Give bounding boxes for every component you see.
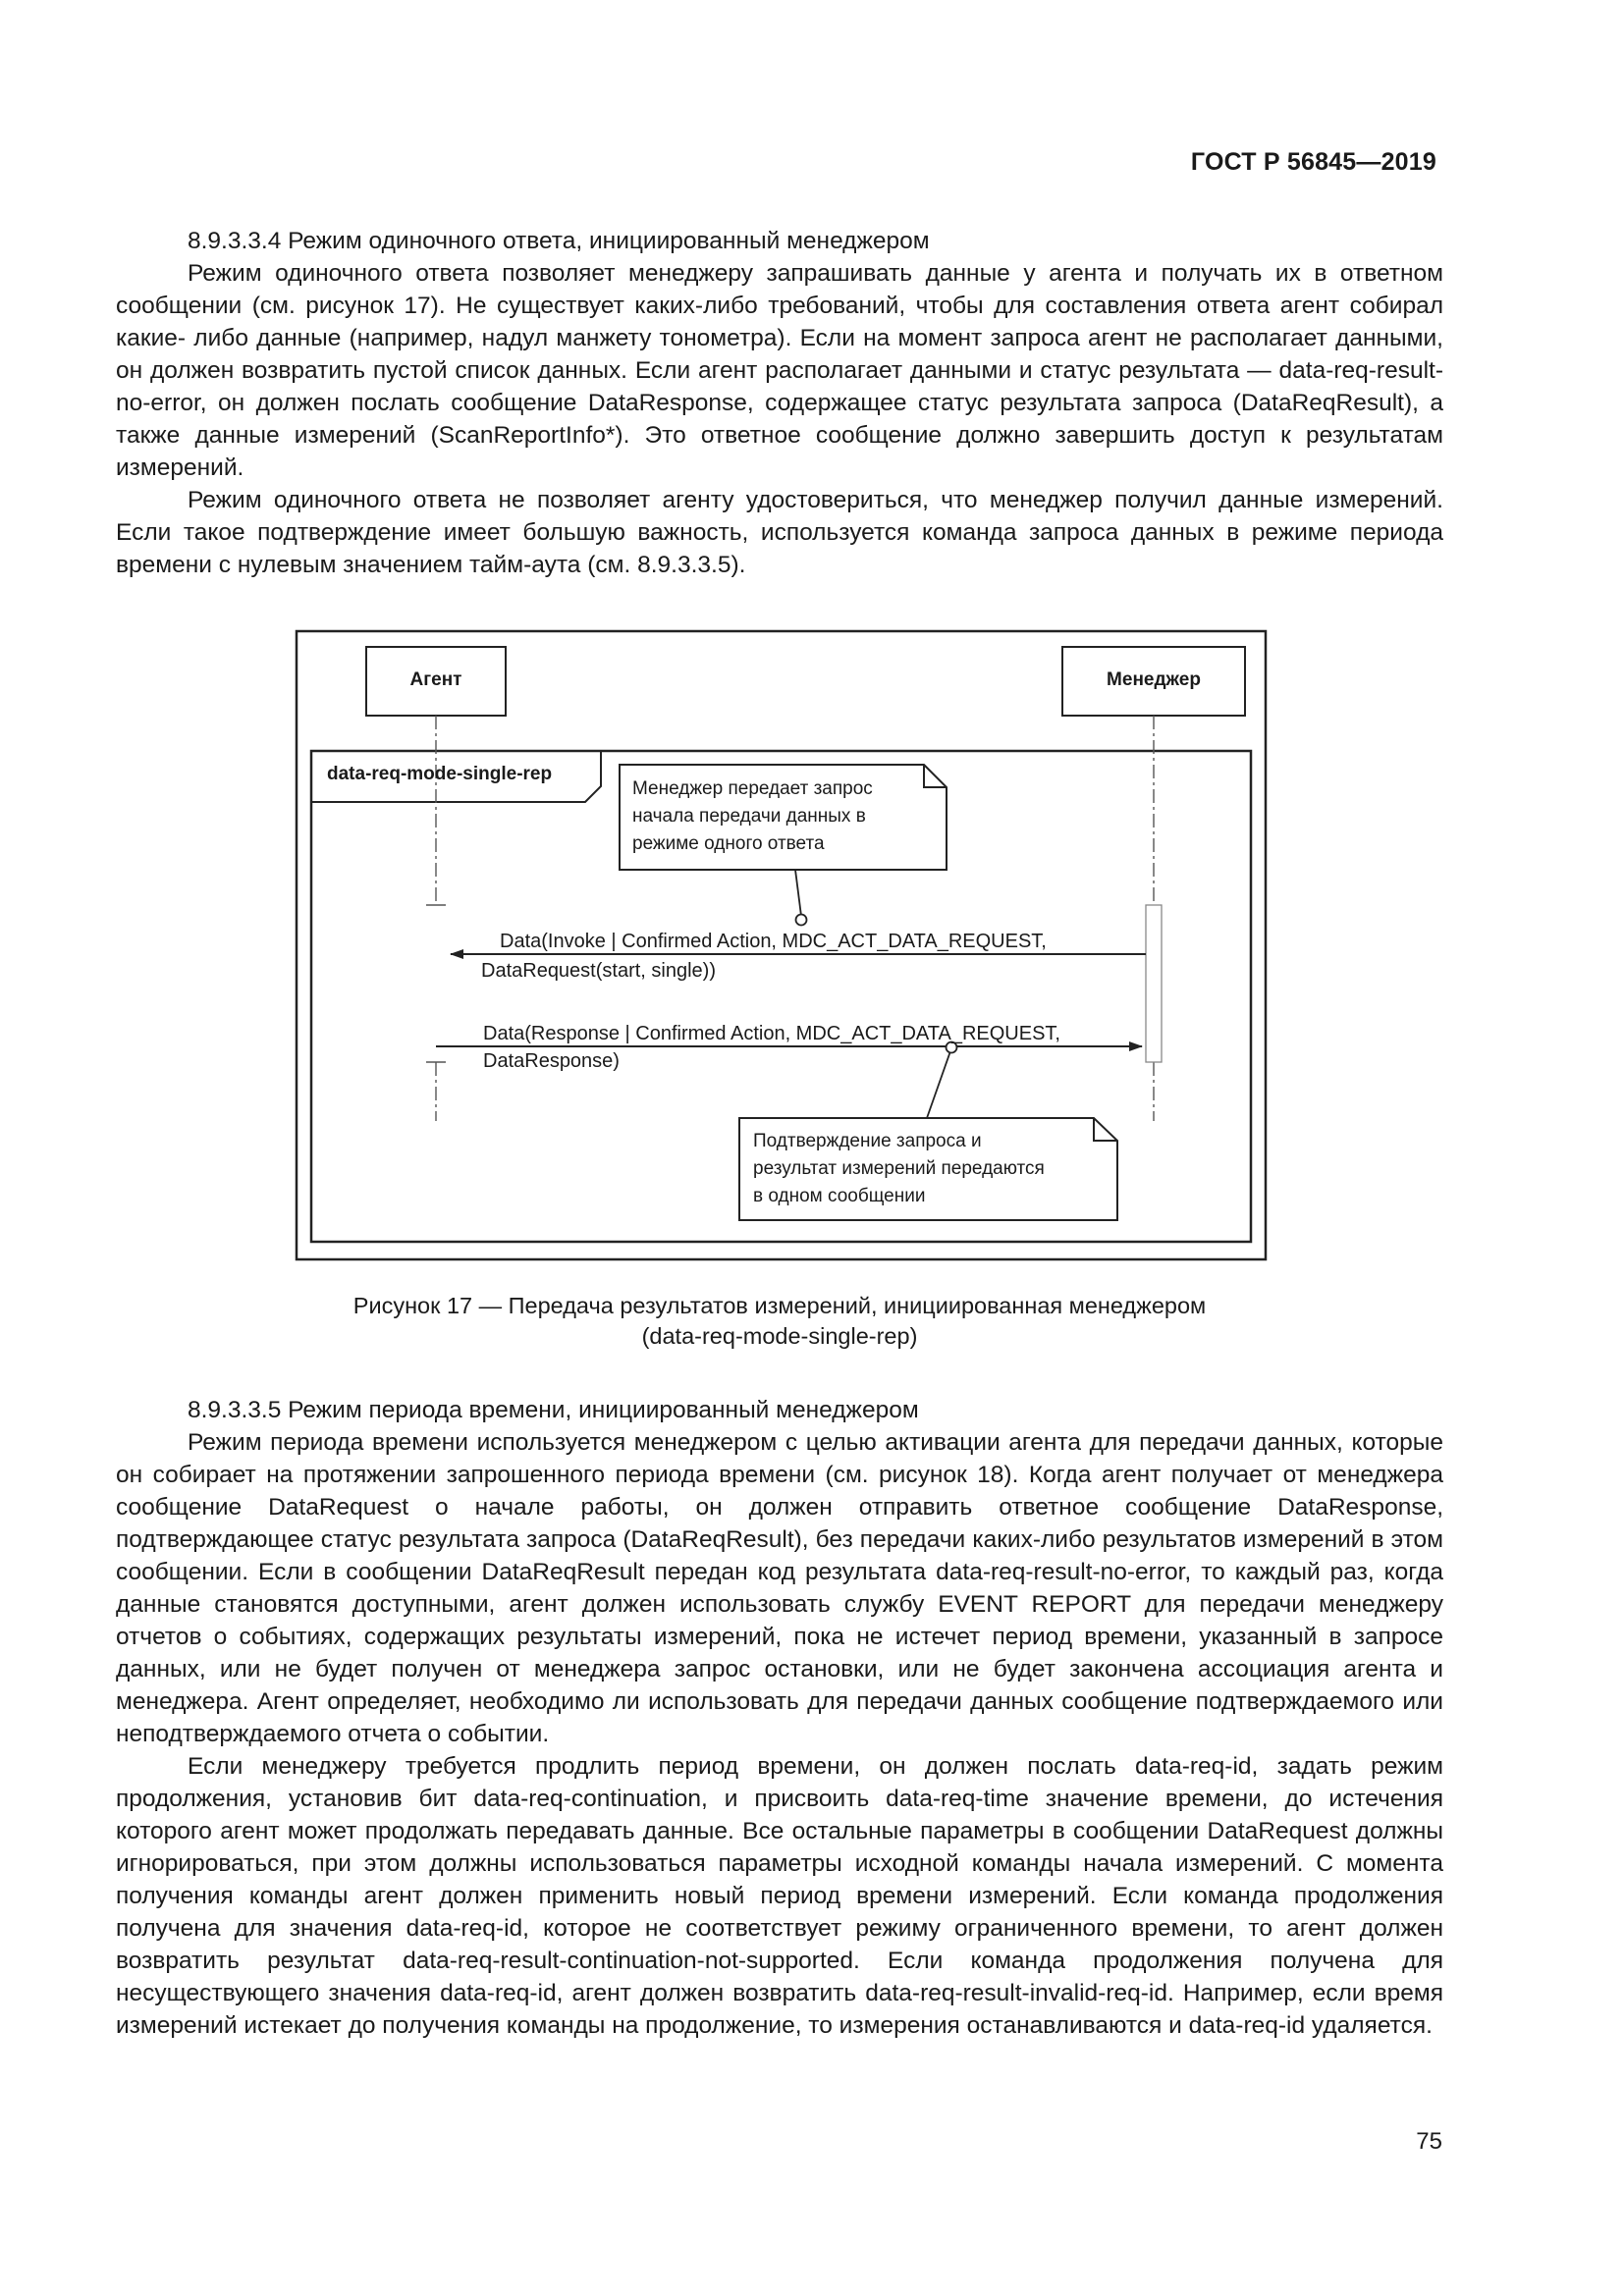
frame-label: data-req-mode-single-rep [327,764,553,784]
section-heading: 8.9.3.3.4 Режим одиночного ответа, инициированный менеджером [188,228,930,254]
figure-caption [116,1291,1443,1352]
note-top-anchor [796,915,807,926]
manager-activation [1146,905,1162,1062]
paragraph: Режим одиночного ответа позволяет менеджеру запрашивать данные у агента и получать их в ответном сообщении (см. рисунок 17). Не существует каких-либо требований, чтобы для составления ответа агент собирал какие- либо данные (например, надул манжету тонометра). Если на момент запроса агент не располагает данными, он должен возвратить пустой список данных. Если агент располагает данными и статус результата — data-req-result-no-error, он должен послать сообщение DataResponse, содержащее статус результата запроса (DataReqResult), а также данные измерений (ScanReportInfo*). Это ответное сообщение должно завершить доступ к результатам измерений. [116,260,1443,481]
paragraph: Режим одиночного ответа не позволяет агенту удостовериться, что менеджер получил данные измерений. Если такое подтверждение имеет большую важность, используется команда запроса данных в режиме периода времени с нулевым значением тайм-аута (см. 8.9.3.3.5). [116,487,1443,578]
request-message-line-2: DataRequest(start, single)) [481,960,716,982]
note-bottom-connector [927,1048,951,1118]
note-top-text: Менеджер передает запрос начала передачи данных в режиме одного ответа [632,778,873,854]
page-number: 75 [1416,2128,1442,2155]
response-message-line-2: DataResponse) [483,1050,620,1072]
paragraph: Если менеджеру требуется продлить период времени, он должен послать data-req-id, задать режим продолжения, установив бит data-req-continuation, и присвоить data-req-time значение времени, до истечения которого агент может продолжать передавать данные. Все остальные параметры в сообщении DataRequest должны игнорироваться, при этом должны использоваться параметры исходной команды начала измерений. С момента получения команды агент должен применить новый период времени измерений. Если команда продолжения получена для значения data-req-id, которое не соответствует режиму ограниченного времени, то агент должен возвратить результат data-req-result-continuation-not-supported. Если команда продолжения получена для несуществующего значения data-req-id, агент должен возвратить data-req-result-invalid-req-id. Например, если время измерений истекает до получения команды на продолжение, то измерения останавливаются и data-req-id удаляется. [116,1753,1443,2039]
sequence-diagram-figure-17 [296,630,1268,1260]
standard-designation: ГОСТ Р 56845—2019 [1190,148,1436,176]
caption-line-2: (data-req-mode-single-rep) [641,1323,918,1349]
caption-line-1: Рисунок 17 — Передача результатов измерений, инициированная менеджером [352,1293,1207,1318]
section-8-9-3-3-4 [116,225,1443,581]
section-heading: 8.9.3.3.5 Режим периода времени, инициированный менеджером [188,1397,919,1423]
response-message-line-1: Data(Response | Confirmed Action, MDC_ACT_DATA_REQUEST, [483,1023,1060,1044]
paragraph: Режим периода времени используется менеджером с целью активации агента для передачи данных, которые он собирает на протяжении запрошенного периода времени (см. рисунок 18). Когда агент получает от менеджера сообщение DataRequest о начале работы, он должен отправить ответное сообщение DataResponse, подтверждающее статус результата запроса (DataReqResult), без передачи каких-либо результатов измерений в этом сообщении. Если в сообщении DataReqResult передан код результата data-req-result-no-error, то каждый раз, когда данные становятся доступными, агент должен использовать службу EVENT REPORT для передачи менеджеру отчетов о событиях, содержащих результаты измерений, пока не истечет период времени, указанный в запросе данных, или не будет получен от менеджера запрос остановки, или не будет закончена ассоциация агента и менеджера. Агент определяет, необходимо ли использовать для передачи данных сообщение подтверждаемого или неподтверждаемого отчета о событии. [116,1429,1443,1747]
section-8-9-3-3-5 [116,1394,1443,2042]
agent-label: Агент [409,669,462,690]
manager-label: Менеджер [1107,669,1201,690]
note-bottom-text: Подтверждение запроса и результат измерений передаются в одном сообщении [753,1131,1045,1206]
request-message-line-1: Data(Invoke | Confirmed Action, MDC_ACT_DATA_REQUEST, [500,931,1047,952]
note-top-connector [795,870,801,916]
